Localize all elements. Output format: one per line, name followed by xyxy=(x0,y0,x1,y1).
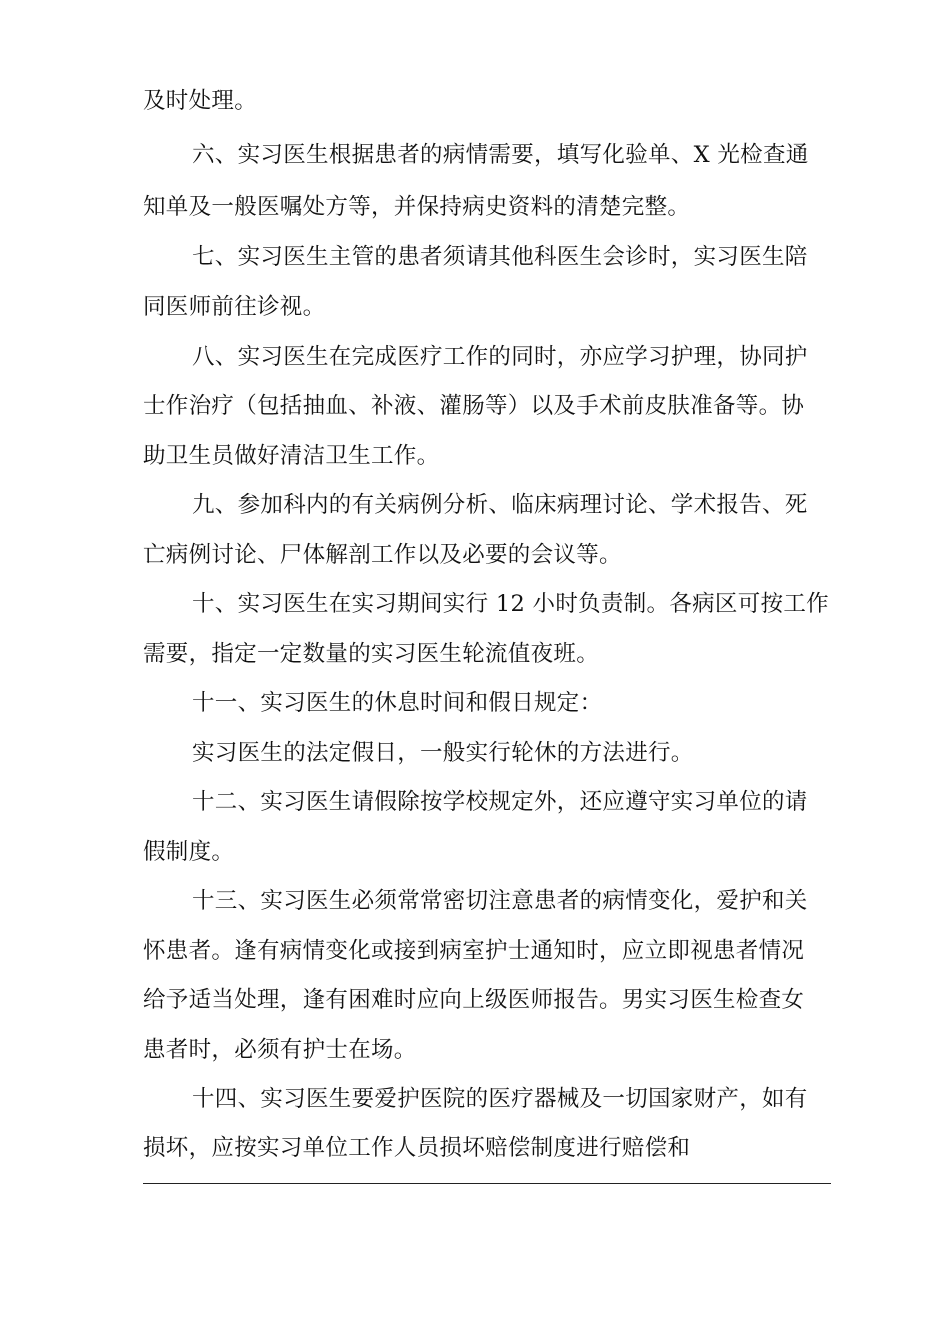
paragraph-13-line-1: 十三、实习医生必须常常密切注意患者的病情变化，爱护和关 xyxy=(192,888,808,914)
paragraph-7-line-2: 同医师前往诊视。 xyxy=(143,294,326,320)
paragraph-13-line-4: 患者时，必须有护士在场。 xyxy=(143,1037,417,1063)
text-line: 及时处理。 xyxy=(143,88,258,114)
paragraph-13-line-3: 给予适当处理，逢有困难时应向上级医师报告。男实习医生检查女 xyxy=(143,987,805,1013)
paragraph-11-line-2: 实习医生的法定假日，一般实行轮休的方法进行。 xyxy=(192,740,694,766)
paragraph-6-line-1: 六、实习医生根据患者的病情需要，填写化验单、X 光检查通 xyxy=(192,142,809,168)
paragraph-14-line-1: 十四、实习医生要爱护医院的医疗器械及一切国家财产，如有 xyxy=(192,1086,808,1112)
paragraph-11-line-1: 十一、实习医生的休息时间和假日规定： xyxy=(192,690,603,716)
paragraph-8-line-1: 八、实习医生在完成医疗工作的同时，亦应学习护理，协同护 xyxy=(192,344,808,370)
paragraph-14-line-2: 损坏，应按实习单位工作人员损坏赔偿制度进行赔偿和 xyxy=(143,1135,691,1161)
paragraph-6-line-2: 知单及一般医嘱处方等，并保持病史资料的清楚完整。 xyxy=(143,194,691,220)
paragraph-8-line-2: 士作治疗（包括抽血、补液、灌肠等）以及手术前皮肤准备等。协 xyxy=(143,393,805,419)
paragraph-9-line-1: 九、参加科内的有关病例分析、临床病理讨论、学术报告、死 xyxy=(192,492,808,518)
paragraph-12-line-2: 假制度。 xyxy=(143,839,235,865)
paragraph-12-line-1: 十二、实习医生请假除按学校规定外，还应遵守实习单位的请 xyxy=(192,789,808,815)
paragraph-13-line-2: 怀患者。逢有病情变化或接到病室护士通知时，应立即视患者情况 xyxy=(143,938,805,964)
paragraph-7-line-1: 七、实习医生主管的患者须请其他科医生会诊时，实习医生陪 xyxy=(192,244,808,270)
paragraph-9-line-2: 亡病例讨论、尸体解剖工作以及必要的会议等。 xyxy=(143,542,622,568)
paragraph-8-line-3: 助卫生员做好清洁卫生工作。 xyxy=(143,443,440,469)
footer-divider xyxy=(143,1183,831,1184)
paragraph-10-line-1: 十、实习医生在实习期间实行 12 小时负责制。各病区可按工作 xyxy=(192,591,829,617)
paragraph-10-line-2: 需要，指定一定数量的实习医生轮流值夜班。 xyxy=(143,641,600,667)
